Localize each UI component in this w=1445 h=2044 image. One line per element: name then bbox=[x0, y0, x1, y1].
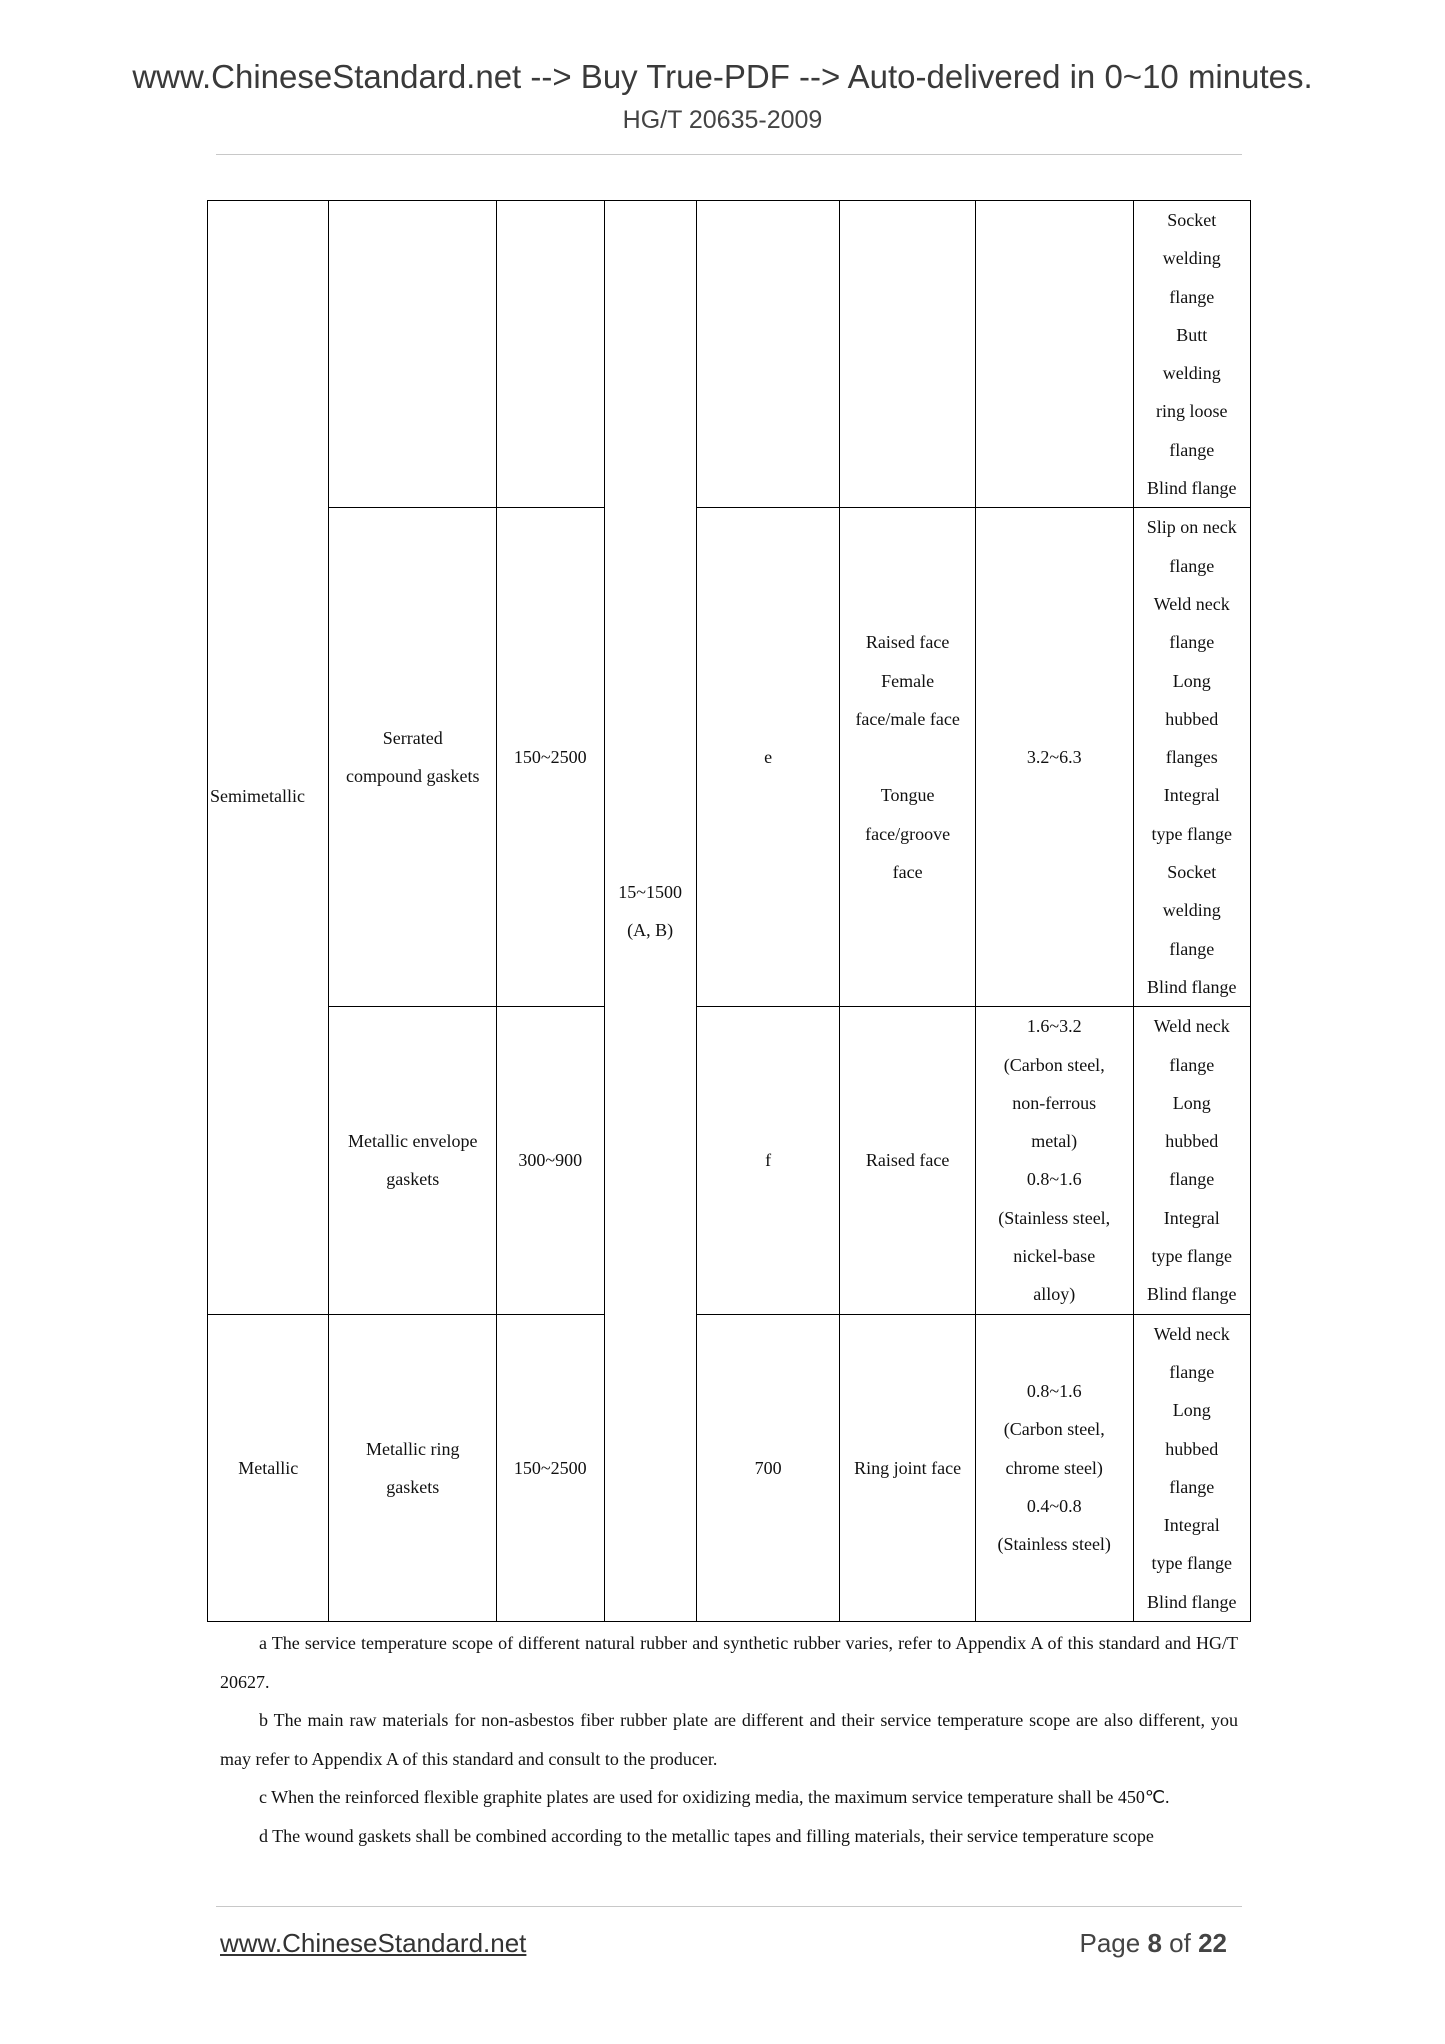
thickness-cell: 3.2~6.3 bbox=[975, 508, 1133, 1007]
empty-cell bbox=[840, 201, 976, 508]
header-banner: www.ChineseStandard.net --> Buy True-PDF --> Auto-delivered in 0~10 minutes. bbox=[132, 58, 1313, 95]
pressure-class-cell: 150~2500 bbox=[497, 1314, 604, 1621]
footnote-b: b The main raw materials for non-asbestos fiber rubber plate are different and their service temperature scope are also different, you may refer to Appendix A of this standard and consult to the producer. bbox=[220, 1710, 1238, 1769]
thickness-cell: 0.8~1.6 (Carbon steel, chrome steel) 0.4~0.8 (Stainless steel) bbox=[975, 1314, 1133, 1621]
thickness-cell: 1.6~3.2 (Carbon steel, non-ferrous metal) 0.8~1.6 (Stainless steel, nickel-base alloy) bbox=[975, 1007, 1133, 1314]
footnote-a: a The service temperature scope of different natural rubber and synthetic rubber varies, refer to Appendix A of this standard and HG/T 20627. bbox=[220, 1633, 1238, 1692]
standard-code: HG/T 20635-2009 bbox=[622, 106, 823, 134]
category-label: Semimetallic bbox=[210, 786, 305, 807]
flange-types-cell: Socket welding flange Butt welding ring loose flange Blind flange bbox=[1133, 201, 1251, 508]
page-indicator bbox=[1079, 1928, 1227, 1959]
page-label: Page bbox=[1079, 1928, 1141, 1958]
facing-type-cell: Raised face bbox=[840, 1007, 976, 1314]
pressure-class-cell: 150~2500 bbox=[497, 508, 604, 1007]
table-row bbox=[208, 508, 1251, 1007]
flange-types-cell: Slip on neck flange Weld neck flange Long hubbed flanges Integral type flange Socket welding flange Blind flange bbox=[1133, 508, 1251, 1007]
category-cell-metallic: Metallic bbox=[208, 1314, 329, 1621]
temperature-cell: e bbox=[696, 508, 840, 1007]
page-current: 8 bbox=[1147, 1928, 1162, 1958]
temperature-cell: 700 bbox=[696, 1314, 840, 1621]
pressure-class-cell: 300~900 bbox=[497, 1007, 604, 1314]
table-footnotes bbox=[220, 1624, 1238, 1855]
temperature-cell: f bbox=[696, 1007, 840, 1314]
table-row bbox=[208, 201, 1251, 508]
table-row bbox=[208, 1007, 1251, 1314]
flange-types-cell: Weld neck flange Long hubbed flange Integral type flange Blind flange bbox=[1133, 1007, 1251, 1314]
facing-type-cell: Ring joint face bbox=[840, 1314, 976, 1621]
table-row bbox=[208, 1314, 1251, 1621]
footnote-c: c When the reinforced flexible graphite plates are used for oxidizing media, the maximum service temperature shall be 450℃. bbox=[259, 1787, 1170, 1807]
gasket-type-cell: Serrated compound gaskets bbox=[329, 508, 497, 1007]
empty-cell bbox=[497, 201, 604, 508]
empty-cell bbox=[975, 201, 1133, 508]
empty-cell bbox=[696, 201, 840, 508]
category-cell-semimetallic bbox=[208, 201, 329, 1315]
flange-types-cell: Weld neck flange Long hubbed flange Integral type flange Blind flange bbox=[1133, 1314, 1251, 1621]
header-divider bbox=[216, 154, 1242, 155]
page-total: 22 bbox=[1198, 1928, 1227, 1958]
footer-site-link[interactable]: www.ChineseStandard.net bbox=[220, 1928, 527, 1958]
empty-cell bbox=[329, 201, 497, 508]
gasket-type-cell: Metallic envelope gaskets bbox=[329, 1007, 497, 1314]
facing-type-cell: Raised face Female face/male face Tongue face/groove face bbox=[840, 508, 976, 1007]
gasket-type-cell: Metallic ring gaskets bbox=[329, 1314, 497, 1621]
page-of: of bbox=[1169, 1928, 1191, 1958]
gasket-spec-table bbox=[207, 200, 1251, 1622]
footnote-d: d The wound gaskets shall be combined according to the metallic tapes and filling materials, their service temperature scope bbox=[259, 1825, 1154, 1846]
nominal-size-cell: 15~1500 (A, B) bbox=[604, 201, 696, 1622]
footer-divider bbox=[216, 1906, 1242, 1907]
